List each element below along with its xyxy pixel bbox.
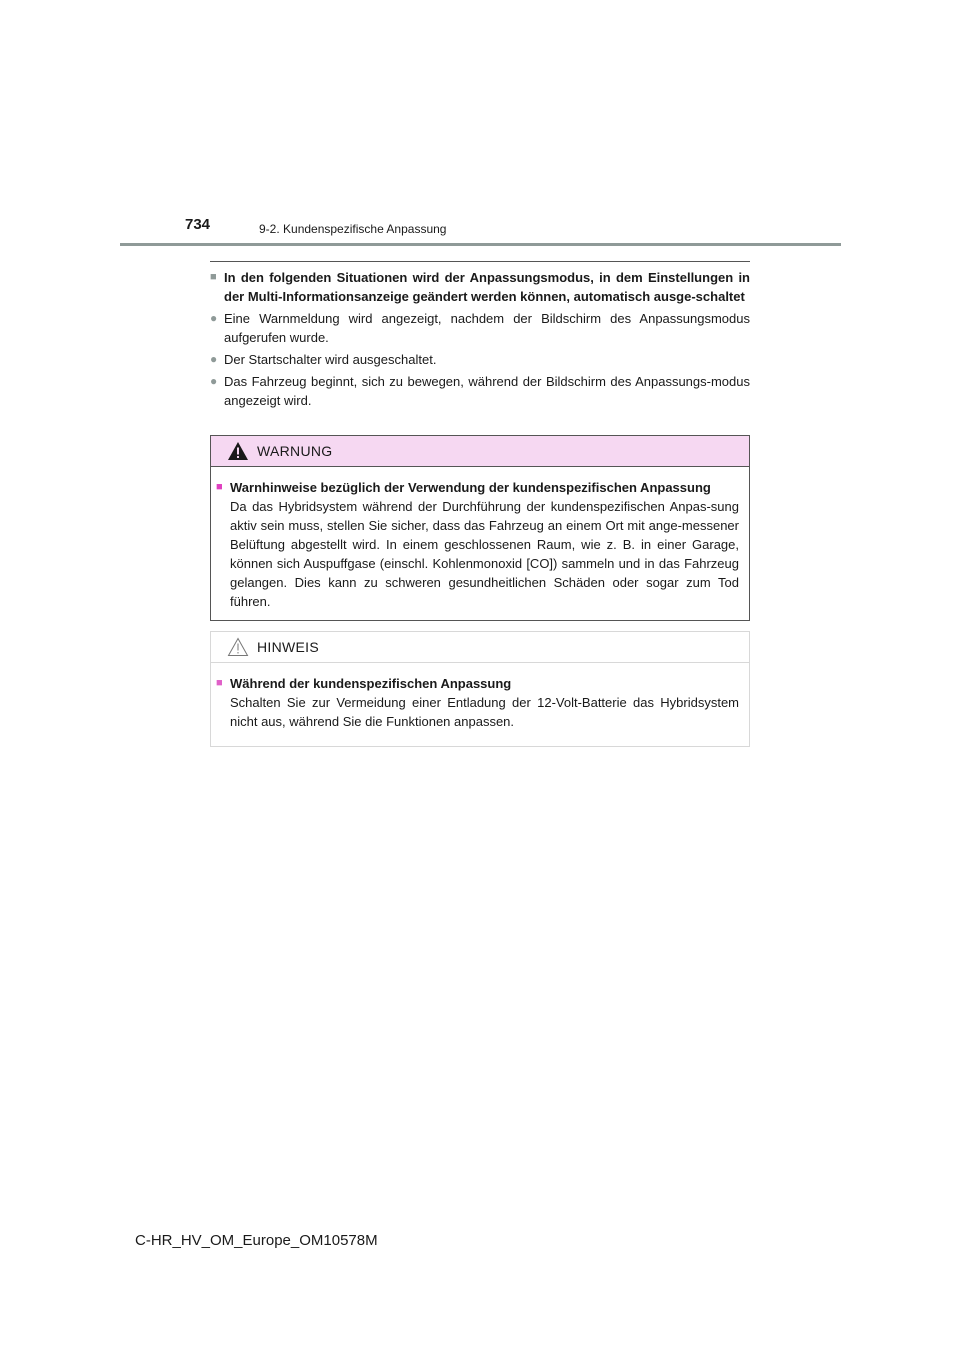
circle-bullet-icon: ● xyxy=(210,374,218,388)
list-item xyxy=(210,309,750,347)
notice-header xyxy=(211,632,749,663)
square-bullet-icon: ■ xyxy=(210,271,217,283)
warning-title: WARNUNG xyxy=(257,443,333,459)
warning-triangle-icon xyxy=(227,441,249,461)
intro-section xyxy=(210,268,750,413)
section-divider xyxy=(210,261,750,262)
section-title: 9-2. Kundenspezifische Anpassung xyxy=(259,222,447,236)
document-id: C-HR_HV_OM_Europe_OM10578M xyxy=(135,1232,378,1249)
warning-body xyxy=(211,467,749,611)
warning-box xyxy=(210,435,750,621)
list-item xyxy=(210,372,750,410)
page-number: 734 xyxy=(185,216,211,233)
intro-heading xyxy=(210,268,750,306)
notice-body xyxy=(211,663,749,731)
notice-subheading xyxy=(216,674,739,693)
circle-bullet-icon: ● xyxy=(210,352,218,366)
notice-box xyxy=(210,631,750,747)
caution-triangle-outline-icon xyxy=(227,637,249,657)
list-item xyxy=(210,350,750,369)
square-bullet-icon: ■ xyxy=(216,481,223,493)
intro-heading-text: In den folgenden Situationen wird der Anpassungsmodus, in dem Einstellungen in der Multi-Informationsanzeige geändert werden können, automatisch ausge-schaltet xyxy=(224,270,750,304)
intro-bullet-list xyxy=(210,309,750,410)
notice-text: Schalten Sie zur Vermeidung einer Entladung der 12-Volt-Batterie das Hybridsystem nicht aus, während Sie die Funktionen anpassen. xyxy=(230,695,739,729)
list-item-text: Eine Warnmeldung wird angezeigt, nachdem der Bildschirm des Anpassungsmodus aufgerufen wurde. xyxy=(224,311,750,345)
warning-subheading-text: Warnhinweise bezüglich der Verwendung der kundenspezifischen Anpassung xyxy=(230,480,711,495)
notice-subheading-text: Während der kundenspezifischen Anpassung xyxy=(230,676,512,691)
header-rule xyxy=(120,243,841,246)
square-bullet-icon: ■ xyxy=(216,677,223,689)
warning-text: Da das Hybridsystem während der Durchführung der kundenspezifischen Anpas-sung aktiv sein muss, stellen Sie sicher, dass das Fahrzeug an einem Ort mit ange-messener Belüftung abgestellt wird. In einem geschlossenen Raum, wie z. B. in einer Garage, können sich Auspuffgase (einschl. Kohlenmonoxid [CO]) sammeln und in das Fahrzeug gelangen. Dies kann zu schweren gesundheitlichen Schäden oder sogar zum Tod führen. xyxy=(230,499,739,609)
notice-title: HINWEIS xyxy=(257,639,319,655)
list-item-text: Das Fahrzeug beginnt, sich zu bewegen, während der Bildschirm des Anpassungs-modus angezeigt wird. xyxy=(224,374,750,408)
warning-subheading xyxy=(216,478,739,497)
circle-bullet-icon: ● xyxy=(210,311,218,325)
list-item-text: Der Startschalter wird ausgeschaltet. xyxy=(224,352,437,367)
warning-header xyxy=(211,436,749,467)
